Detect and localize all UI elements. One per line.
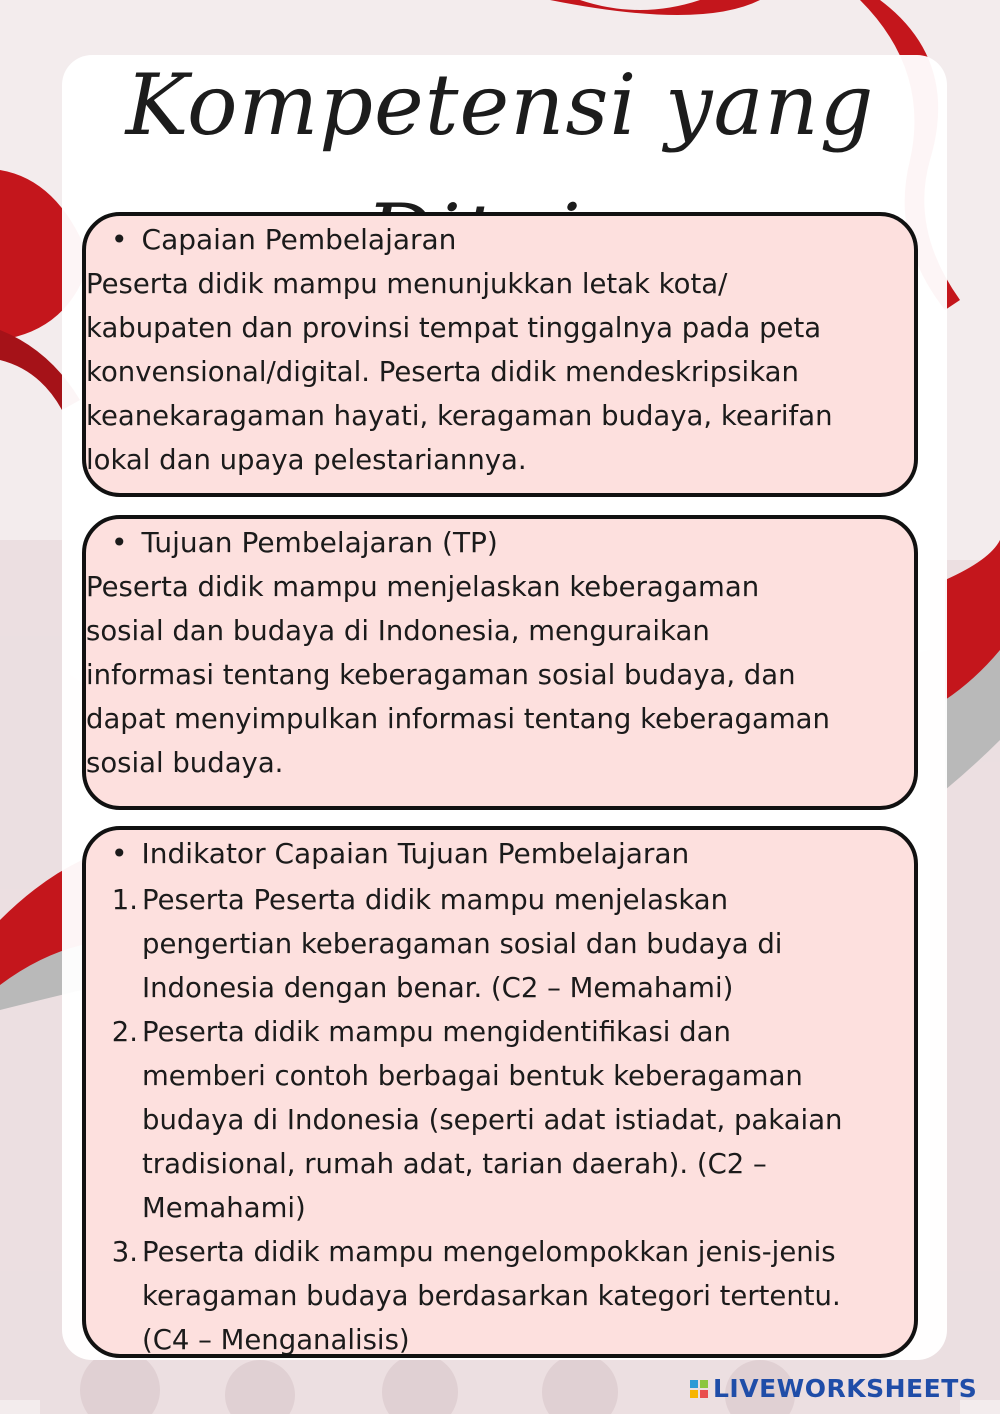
logo-square	[700, 1380, 708, 1388]
bullet-icon: •	[111, 526, 128, 559]
logo-text: LIVEWORKSHEETS	[713, 1374, 978, 1403]
item-text: Peserta didik mampu mengidentifikasi dan memberi contoh berbagai bentuk keberagaman budaya di Indonesia (seperti adat istiadat, pakaian tradisional, rumah adat, tarian daerah). (C2 – Memahami)	[142, 1016, 843, 1224]
indikator-heading-row	[111, 834, 689, 874]
list-item	[86, 1230, 916, 1358]
capaian-card	[82, 212, 918, 497]
indikator-list	[86, 878, 916, 1358]
logo-square	[700, 1390, 708, 1398]
bullet-icon: •	[111, 223, 128, 256]
list-item	[86, 878, 916, 1010]
capaian-heading: Capaian Pembelajaran	[141, 223, 457, 256]
page-title: Kompetensi yang	[125, 56, 875, 154]
tujuan-heading-row	[111, 523, 498, 563]
capaian-text: Peserta didik mampu menunjukkan letak kota/ kabupaten dan provinsi tempat tinggalnya pada peta konvensional/digital. Peserta didik mendeskripsikan keanekaragaman hayati, keragaman budaya, kearifan lokal dan upaya pelestariannya.	[86, 268, 833, 476]
item-number: 2.	[111, 1016, 138, 1048]
item-number: 3.	[111, 1236, 138, 1268]
bullet-icon: •	[111, 837, 128, 870]
indikator-card	[82, 826, 918, 1358]
logo-square	[690, 1390, 698, 1398]
indikator-heading: Indikator Capaian Tujuan Pembelajaran	[141, 837, 690, 870]
item-number: 1.	[111, 884, 138, 916]
logo-icon	[690, 1380, 708, 1398]
liveworksheets-logo[interactable]	[690, 1374, 977, 1403]
tujuan-card	[82, 515, 918, 810]
tujuan-text: Peserta didik mampu menjelaskan keberagaman sosial dan budaya di Indonesia, menguraikan informasi tentang keberagaman sosial budaya, dan dapat menyimpulkan informasi tentang keberagaman sosial budaya.	[86, 571, 830, 779]
tujuan-heading: Tujuan Pembelajaran (TP)	[141, 526, 498, 559]
logo-square	[690, 1380, 698, 1388]
item-text: Peserta didik mampu mengelompokkan jenis-jenis keragaman budaya berdasarkan kategori tertentu. (C4 – Menganalisis)	[142, 1236, 841, 1356]
item-text: Peserta Peserta didik mampu menjelaskan pengertian keberagaman sosial dan budaya di Indonesia dengan benar. (C2 – Memahami)	[142, 884, 783, 1004]
list-item	[86, 1010, 916, 1230]
capaian-heading-row	[111, 220, 456, 260]
